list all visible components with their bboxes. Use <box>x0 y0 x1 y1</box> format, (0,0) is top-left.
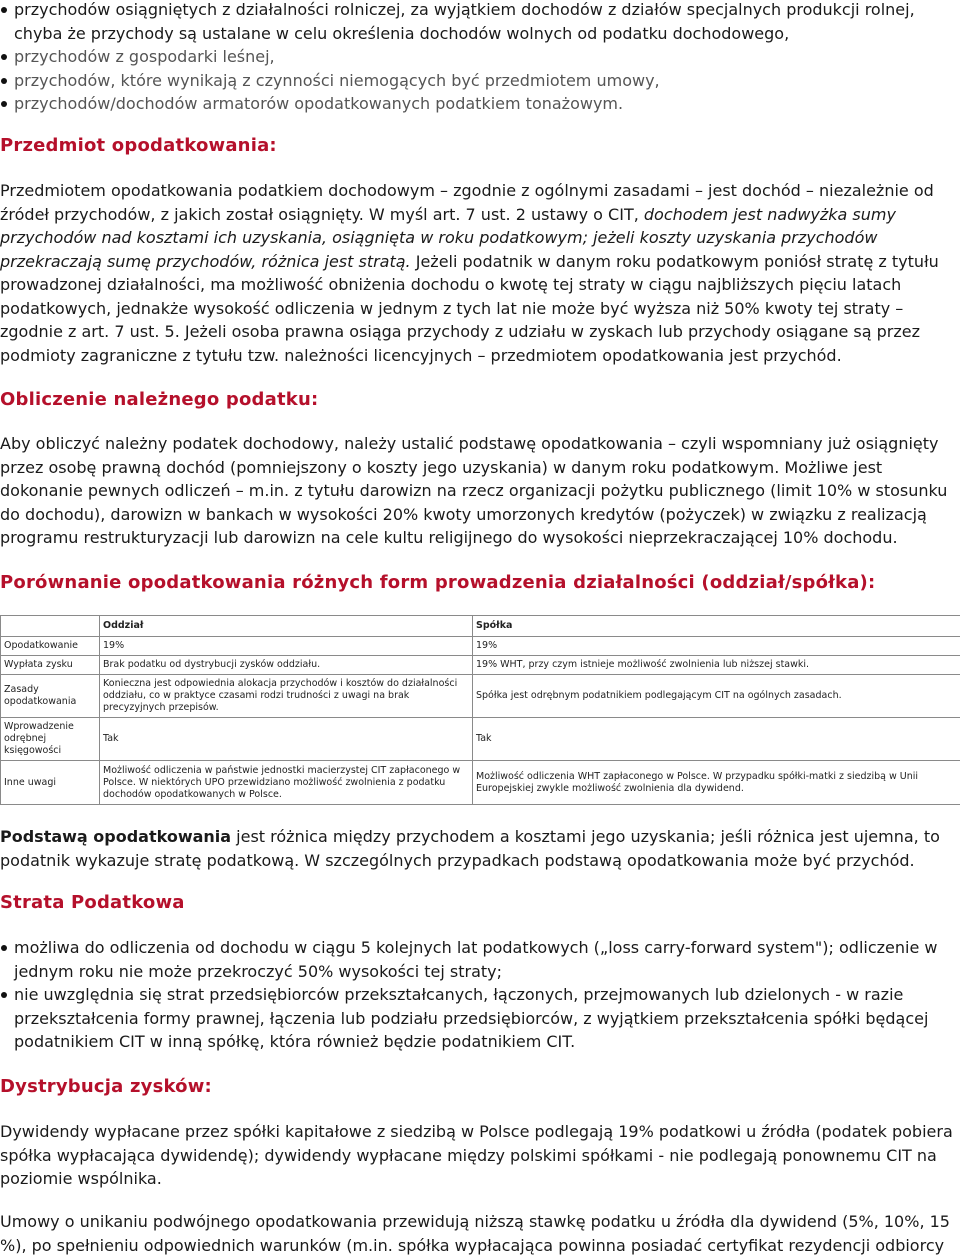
table-cell: 19% <box>100 637 473 656</box>
table-cell: 19% <box>473 637 960 656</box>
list-item: przychodów, które wynikają z czynności niemogących być przedmiotem umowy, <box>0 69 960 93</box>
table-cell: Opodatkowanie <box>1 637 100 656</box>
section-heading-calculation: Obliczenie należnego podatku: <box>0 389 319 410</box>
section-heading-tax-loss: Strata Podatkowa <box>0 892 185 913</box>
table-cell: Tak <box>100 718 473 761</box>
table-cell: Spółka jest odrębnym podatnikiem podlegającym CIT na ogólnych zasadach. <box>473 675 960 718</box>
text-run: Przedmiotem opodatkowania podatkiem dochodowym – zgodnie z ogólnymi zasadami – jest dochód – niezależnie od źródeł przychodów, z jakich został osiągnięty. W myśl art. 7 ust. 2 ustawy o CIT, <box>0 181 934 224</box>
table-header-cell <box>1 616 100 637</box>
tax-loss-bullet-list <box>0 936 960 1054</box>
section-heading-comparison: Porównanie opodatkowania różnych form prowadzenia działalności (oddział/spółka): <box>0 572 876 593</box>
table-row <box>1 718 960 761</box>
table-row <box>1 761 960 805</box>
table-cell: Tak <box>473 718 960 761</box>
list-item: możliwa do odliczenia od dochodu w ciągu 5 kolejnych lat podatkowych („loss carry-forward system"); odliczenie w jednym roku nie może przekroczyć 50% wysokości tej straty; <box>0 936 960 983</box>
list-item: przychodów z gospodarki leśnej, <box>0 45 960 69</box>
paragraph-calculation: Aby obliczyć należny podatek dochodowy, należy ustalić podstawę opodatkowania – czyli wspomniany już osiągnięty przez osobę prawną dochód (pomniejszony o koszty jego uzyskania) w danym roku podatkowym. Możliwe jest dokonanie pewnych odliczeń – m.in. z tytułu darowizn na rzecz organizacji pożytku publicznego (limit 10% w stosunku do dochodu), darowizn w bankach w wysokości 20% kwoty umorzonych kredytów (pożyczek) w związku z realizacją programu restrukturyzacji lub darowizn na cele kultu religijnego do wysokości nieprzekraczającej 10% dochodu. <box>0 434 948 547</box>
table-cell: Brak podatku od dystrybucji zysków oddziału. <box>100 656 473 675</box>
section-heading-dividends: Dystrybucja zysków: <box>0 1076 212 1097</box>
list-item: przychodów osiągniętych z działalności rolniczej, za wyjątkiem dochodów z działów specjalnych produkcji rolnej, chyba że przychody są ustalane w celu określenia dochodów wolnych od podatku dochodowego, <box>0 0 960 45</box>
table-cell: Zasady opodatkowania <box>1 675 100 718</box>
paragraph-tax-treaties: Umowy o unikaniu podwójnego opodatkowania przewidują niższą stawkę podatku u źródła dla dywidend (5%, 10%, 15 %), po spełnieniu odpowiednich warunków (m.in. spółka wypłacająca powinna posiadać certyfikat rezydencji odbiorcy <box>0 1212 950 1255</box>
paragraph-subject <box>0 179 960 367</box>
table-row <box>1 637 960 656</box>
comparison-table <box>0 615 960 805</box>
list-item: nie uwzględnia się strat przedsiębiorców przekształcanych, łączonych, przejmowanych lub dzielonych - w razie przekształcenia formy prawnej, łączenia lub podziału przedsiębiorców, z wyjątkiem przekształcenia spółki będącej podatnikiem CIT w inną spółkę, która również będzie podatnikiem CIT. <box>0 983 960 1054</box>
table-header-row <box>1 616 960 637</box>
table-cell: Konieczna jest odpowiednia alokacja przychodów i kosztów do działalności oddziału, co w praktyce czasami rodzi trudności z uwagi na brak precyzyjnych przepisów. <box>100 675 473 718</box>
text-run: Jeżeli podatnik w danym roku podatkowym poniósł stratę z tytułu prowadzonej działalności, ma możliwość obniżenia dochodu o kwotę tej straty w ciągu najbliższych pięciu latach podatkowych, jednakże wysokość odliczenia w jednym z tych lat nie może być wyższa niż 50% kwoty tej straty – zgodnie z art. 7 ust. 5. Jeżeli osoba prawna osiąga przychody z udziału w zyskach lub przychody osiągane są przez podmioty zagraniczne z tytułu tzw. należności licencyjnych – przedmiotem opodatkowania jest przychód. <box>0 251 939 365</box>
table-cell: Możliwość odliczenia w państwie jednostki macierzystej CIT zapłaconego w Polsce. W niektórych UPO przewidziano możliwość zwolnienia z podatku dochodów opodatkowanych w Polsce. <box>100 761 473 805</box>
table-row <box>1 675 960 718</box>
table-cell: 19% WHT, przy czym istnieje możliwość zwolnienia lub niższej stawki. <box>473 656 960 675</box>
paragraph-tax-base <box>0 825 960 872</box>
intro-bullet-list <box>0 0 960 116</box>
paragraph-dividends: Dywidendy wypłacane przez spółki kapitałowe z siedzibą w Polsce podlegają 19% podatkowi u źródła (podatek pobiera spółka wypłacająca dywidendę); dywidendy wypłacane między polskimi spółkami - nie podlegają ponownemu CIT na poziomie wspólnika. <box>0 1122 953 1188</box>
table-cell: Możliwość odliczenia WHT zapłaconego w Polsce. W przypadku spółki-matki z siedzibą w Unii Europejskiej zwykle możliwość zwolnienia dla dywidend. <box>473 761 960 805</box>
list-item: przychodów/dochodów armatorów opodatkowanych podatkiem tonażowym. <box>0 92 960 116</box>
table-row <box>1 656 960 675</box>
bold-term: Podstawą opodatkowania <box>0 827 232 846</box>
table-header-cell: Spółka <box>473 616 960 637</box>
table-cell: Wypłata zysku <box>1 656 100 675</box>
table-cell: Inne uwagi <box>1 761 100 805</box>
table-cell: Wprowadzenie odrębnej księgowości <box>1 718 100 761</box>
text-run: jest różnica między przychodem a kosztami jego uzyskania; jeśli różnica jest ujemna, to podatnik wykazuje stratę podatkową. W szczególnych przypadkach podstawą opodatkowania może być przychód. <box>0 827 940 870</box>
italic-definition: dochodem jest nadwyżka sumy przychodów nad kosztami ich uzyskania, osiągnięta w roku podatkowym; jeżeli koszty uzyskania przychodów przekraczają sumę przychodów, różnica jest stratą. <box>0 204 896 271</box>
table-header-cell: Oddział <box>100 616 473 637</box>
section-heading-subject: Przedmiot opodatkowania: <box>0 135 277 156</box>
